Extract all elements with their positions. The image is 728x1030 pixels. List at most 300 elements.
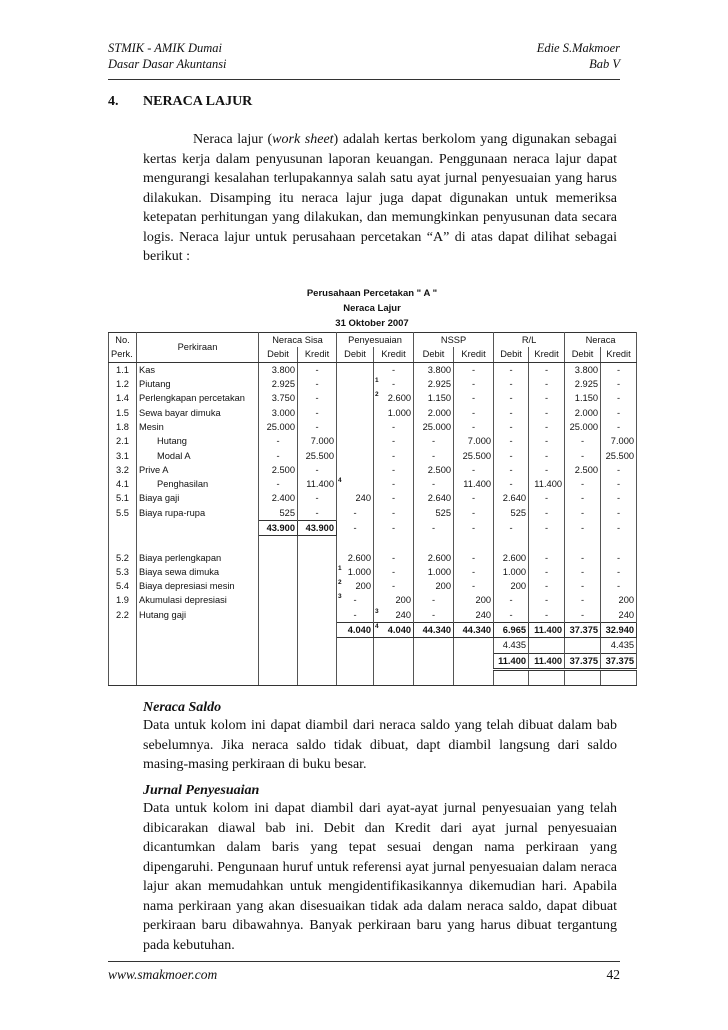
table-end-row [109, 669, 637, 685]
account-name: Penghasilan [137, 477, 259, 491]
amount-cell: - [374, 565, 414, 579]
amount-cell [298, 565, 337, 579]
account-name [137, 622, 259, 637]
amount-cell: 240 3 [374, 608, 414, 623]
amount-cell: 44.340 [414, 622, 454, 637]
amount-cell: 11.400 [529, 622, 565, 637]
amount-cell [298, 593, 337, 607]
table-row [109, 377, 637, 391]
adjustment-ref: 1 [338, 564, 342, 572]
adjustment-ref: 2 [375, 391, 379, 399]
amount-cell: - [454, 377, 494, 391]
amount-cell: 3.000 [259, 405, 298, 419]
amount-cell: - [529, 565, 565, 579]
table-row [109, 593, 637, 607]
amount-cell [337, 448, 374, 462]
amount-cell [298, 579, 337, 593]
adjustment-ref: 4 [375, 622, 379, 630]
account-no: 1.5 [109, 405, 137, 419]
amount-cell: 1.000 1 [337, 565, 374, 579]
amount-cell: - [298, 420, 337, 434]
amount-cell: - [494, 420, 529, 434]
amount-cell: - [454, 506, 494, 521]
amount-cell: 7.000 [298, 434, 337, 448]
amount-cell: - [529, 520, 565, 535]
header-group: R/L [494, 333, 565, 348]
amount-cell: - [565, 608, 601, 623]
header-row-groups [109, 333, 637, 348]
amount-cell [259, 638, 298, 653]
amount-cell: - [337, 520, 374, 535]
amount-cell [337, 638, 374, 653]
account-no: 1.4 [109, 391, 137, 405]
header-course: Dasar Dasar Akuntansi [108, 57, 227, 71]
amount-cell: - [454, 520, 494, 535]
intro-paragraph: Neraca lajur (work sheet) adalah kertas berkolom yang digunakan sebagai kertas kerja dalam penyusunan laporan keuangan. Penggunaan neraca lajur dapat mengurangi kesalahan terlupakannya salah satu ayat jurnal penyesuaian yang harus dilakukan. Disamping itu neraca lajur juga dapat digunakan untuk memeriksa ketepatan perhitungan yang dilakukan, dan memungkinkan penyusunan data secara logis. Neraca lajur untuk perusahaan percetakan “A” di atas dapat dilihat sebagai berikut : [143, 132, 617, 264]
cell [298, 669, 337, 685]
cell [565, 536, 601, 551]
table-row [109, 463, 637, 477]
amount-cell: - [601, 362, 637, 377]
amount-cell: 25.000 [259, 420, 298, 434]
header-right [537, 40, 620, 72]
amount-cell: 2.600 [494, 550, 529, 564]
worksheet-company: Perusahaan Percetakan " A " [306, 288, 438, 299]
amount-cell: 25.500 [601, 448, 637, 462]
amount-cell: - [454, 565, 494, 579]
adjustment-ref: 3 [375, 607, 379, 615]
amount-cell: - [529, 491, 565, 505]
account-name [137, 520, 259, 535]
amount-cell: - [374, 506, 414, 521]
header-kredit: Kredit [374, 347, 414, 362]
amount-cell [298, 622, 337, 637]
amount-cell: 3.800 [414, 362, 454, 377]
amount-cell: - [565, 448, 601, 462]
amount-cell: - [601, 405, 637, 419]
amount-cell: - [374, 550, 414, 564]
cell [454, 536, 494, 551]
amount-cell: - [298, 491, 337, 505]
amount-cell: 25.000 [565, 420, 601, 434]
amount-cell: - [337, 506, 374, 521]
amount-cell: - [374, 434, 414, 448]
neraca-saldo-text: Data untuk kolom ini dapat diambil dari neraca saldo yang telah dibuat dalam bab sebelumnya. Jika neraca saldo tidak dibuat, dapt diambil langsung dari saldo masing-masing perkiraan di buku besar. [143, 718, 617, 772]
header-group: Neraca [565, 333, 637, 348]
amount-cell: - [494, 434, 529, 448]
amount-cell: 25.500 [454, 448, 494, 462]
cell [529, 536, 565, 551]
amount-cell: - [529, 506, 565, 521]
amount-cell: - [414, 434, 454, 448]
account-name: Kas [137, 362, 259, 377]
amount-cell [414, 638, 454, 653]
account-no [109, 622, 137, 637]
account-no: 5.1 [109, 491, 137, 505]
table-row [109, 477, 637, 491]
amount-cell: 2.925 [565, 377, 601, 391]
amount-cell: - [529, 593, 565, 607]
amount-cell [337, 463, 374, 477]
table-row [109, 520, 637, 535]
adjustment-ref: 3 [338, 593, 342, 601]
account-name: Biaya depresiasi mesin [137, 579, 259, 593]
amount-cell [337, 391, 374, 405]
amount-cell [565, 638, 601, 653]
header-group: Neraca Sisa [259, 333, 337, 348]
amount-cell: 44.340 [454, 622, 494, 637]
account-name: Piutang [137, 377, 259, 391]
account-no [109, 638, 137, 653]
table-row [109, 622, 637, 637]
amount-cell [298, 653, 337, 669]
table-row [109, 653, 637, 669]
account-name: Modal A [137, 448, 259, 462]
table-row [109, 608, 637, 623]
account-no: 5.4 [109, 579, 137, 593]
jurnal-penyesuaian-title: Jurnal Penyesuaian [143, 783, 260, 798]
amount-cell: - [374, 362, 414, 377]
account-name: Hutang [137, 434, 259, 448]
amount-cell: 2.640 [494, 491, 529, 505]
amount-cell: 200 [454, 593, 494, 607]
amount-cell: 11.400 [298, 477, 337, 491]
header-kredit: Kredit [601, 347, 637, 362]
amount-cell [259, 579, 298, 593]
amount-cell: - [529, 420, 565, 434]
amount-cell: - 3 [337, 593, 374, 607]
amount-cell: - [494, 608, 529, 623]
amount-cell: 37.375 [565, 622, 601, 637]
amount-cell [454, 638, 494, 653]
amount-cell: - [494, 377, 529, 391]
amount-cell: - [259, 477, 298, 491]
table-row [109, 434, 637, 448]
amount-cell: - [374, 420, 414, 434]
header-kredit: Kredit [529, 347, 565, 362]
amount-cell: 2.000 [565, 405, 601, 419]
amount-cell: 3.750 [259, 391, 298, 405]
amount-cell [337, 362, 374, 377]
table-row [109, 565, 637, 579]
amount-cell [337, 420, 374, 434]
amount-cell: 2.500 [565, 463, 601, 477]
cell [494, 669, 529, 685]
cell [601, 536, 637, 551]
amount-cell: 43.900 [298, 520, 337, 535]
amount-cell [259, 622, 298, 637]
amount-cell: 2.600 [337, 550, 374, 564]
table-row [109, 391, 637, 405]
header-perkiraan: Perkiraan [137, 333, 259, 363]
amount-cell: - [454, 550, 494, 564]
amount-cell: 200 [374, 593, 414, 607]
amount-cell: - [374, 448, 414, 462]
account-no: 1.9 [109, 593, 137, 607]
amount-cell: 4.435 [494, 638, 529, 653]
amount-cell: 2.500 [259, 463, 298, 477]
amount-cell [259, 653, 298, 669]
amount-cell [337, 477, 374, 491]
amount-cell: - [601, 420, 637, 434]
table-row [109, 362, 637, 377]
cell [414, 536, 454, 551]
amount-cell: 4.435 [601, 638, 637, 653]
amount-cell: - [414, 520, 454, 535]
amount-cell: - [565, 565, 601, 579]
amount-cell: 32.940 [601, 622, 637, 637]
amount-cell: - [565, 593, 601, 607]
amount-cell: - [454, 362, 494, 377]
amount-cell: - [529, 448, 565, 462]
amount-cell: 11.400 [529, 477, 565, 491]
table-row [109, 638, 637, 653]
amount-cell: - [374, 491, 414, 505]
amount-cell: - [374, 579, 414, 593]
cell [137, 536, 259, 551]
amount-cell: 1.150 [414, 391, 454, 405]
amount-cell: - [565, 550, 601, 564]
header-kredit: Kredit [298, 347, 337, 362]
amount-cell: 525 [414, 506, 454, 521]
amount-cell: - [259, 448, 298, 462]
amount-cell: 200 2 [337, 579, 374, 593]
amount-cell: - [494, 448, 529, 462]
amount-cell: - [494, 463, 529, 477]
amount-cell: - [529, 608, 565, 623]
header-kredit: Kredit [454, 347, 494, 362]
amount-cell: - [337, 608, 374, 623]
amount-cell: - [565, 520, 601, 535]
amount-cell [374, 638, 414, 653]
amount-cell: - [529, 550, 565, 564]
header-group: NSSP [414, 333, 494, 348]
header-author: Edie S.Makmoer [536, 41, 620, 55]
separator-row [109, 536, 637, 551]
table-row [109, 550, 637, 564]
account-no: 3.1 [109, 448, 137, 462]
amount-cell: - [494, 593, 529, 607]
amount-cell: - [529, 391, 565, 405]
amount-cell [414, 653, 454, 669]
table-row [109, 579, 637, 593]
amount-cell: 200 [494, 579, 529, 593]
amount-cell: - [259, 434, 298, 448]
cell [109, 669, 137, 685]
amount-cell: - [298, 506, 337, 521]
account-no: 1.1 [109, 362, 137, 377]
amount-cell: - [454, 463, 494, 477]
header-perk: Perk. [109, 347, 137, 362]
header-debit: Debit [414, 347, 454, 362]
amount-cell: 2.640 [414, 491, 454, 505]
amount-cell: - [494, 520, 529, 535]
amount-cell: 6.965 [494, 622, 529, 637]
jurnal-penyesuaian-text: Data untuk kolom ini dapat diambil dari ayat-ayat jurnal penyesuaian yang telah dibicarakan diawal bab ini. Debit dan Kredit dari ayat jurnal penyesuaian dicantumkan dalam baris yang tepat sesuai dengan nama perkiraan yang dipengaruhi. Pengunaan huruf untuk referensi ayat jurnal penyesuaian dalam neraca lajur akan memudahkan untuk mengidentifikasikannya dikemudian hari. Apabila nama perkiraan yang akan disesuaikan tidak ada dalam neraca saldo, dapat dibuat perkiraan baru dibawahnya. Banyak perkiraan baru yang harus dibuat tergantung pada kebutuhan. [143, 801, 617, 953]
amount-cell: 525 [259, 506, 298, 521]
cell [494, 536, 529, 551]
account-name: Prive A [137, 463, 259, 477]
amount-cell: - [414, 448, 454, 462]
amount-cell: - [298, 377, 337, 391]
amount-cell: - [529, 434, 565, 448]
amount-cell: 37.375 [601, 653, 637, 669]
account-name: Perlengkapan percetakan [137, 391, 259, 405]
cell [298, 536, 337, 551]
cell [601, 669, 637, 685]
amount-cell [529, 638, 565, 653]
account-no: 5.5 [109, 506, 137, 521]
header-debit: Debit [337, 347, 374, 362]
amount-cell: - [414, 608, 454, 623]
adjustment-ref: 2 [338, 579, 342, 587]
header-chapter: Bab V [589, 57, 620, 71]
amount-cell: 2.600 2 [374, 391, 414, 405]
amount-cell: - [601, 579, 637, 593]
account-name [137, 638, 259, 653]
amount-cell: - [601, 463, 637, 477]
amount-cell: 3.800 [565, 362, 601, 377]
amount-cell: 4.040 4 [374, 622, 414, 637]
amount-cell: 240 [337, 491, 374, 505]
account-no: 5.3 [109, 565, 137, 579]
cell [259, 536, 298, 551]
amount-cell: - [601, 391, 637, 405]
amount-cell: - [494, 362, 529, 377]
cell [374, 669, 414, 685]
account-name: Biaya gaji [137, 491, 259, 505]
amount-cell [454, 653, 494, 669]
amount-cell: - [454, 405, 494, 419]
header-no: No. [109, 333, 137, 348]
amount-cell [337, 653, 374, 669]
amount-cell: 2.000 [414, 405, 454, 419]
amount-cell: 1.000 [494, 565, 529, 579]
header-debit: Debit [565, 347, 601, 362]
cell [414, 669, 454, 685]
amount-cell: - [565, 491, 601, 505]
account-no: 2.2 [109, 608, 137, 623]
amount-cell: 200 [414, 579, 454, 593]
table-row [109, 420, 637, 434]
amount-cell: 2.925 [259, 377, 298, 391]
neraca-saldo-title: Neraca Saldo [143, 700, 222, 715]
amount-cell: 7.000 [601, 434, 637, 448]
amount-cell: - [529, 377, 565, 391]
amount-cell: 25.000 [414, 420, 454, 434]
account-name: Biaya perlengkapan [137, 550, 259, 564]
account-name: Akumulasi depresiasi [137, 593, 259, 607]
cell [529, 669, 565, 685]
amount-cell: - [565, 477, 601, 491]
amount-cell: - [494, 405, 529, 419]
header-group: Penyesuaian [337, 333, 414, 348]
amount-cell [337, 405, 374, 419]
amount-cell: - [298, 362, 337, 377]
amount-cell: - [565, 434, 601, 448]
amount-cell: - [601, 550, 637, 564]
account-no [109, 520, 137, 535]
amount-cell: - [374, 477, 414, 491]
section-number: 4. [108, 94, 119, 109]
amount-cell: - [414, 593, 454, 607]
account-name: Mesin [137, 420, 259, 434]
amount-cell [298, 638, 337, 653]
amount-cell: - [454, 579, 494, 593]
account-name: Hutang gaji [137, 608, 259, 623]
amount-cell: - [601, 377, 637, 391]
amount-cell: 25.500 [298, 448, 337, 462]
amount-cell: 3.800 [259, 362, 298, 377]
amount-cell: 2.500 [414, 463, 454, 477]
section-title: NERACA LAJUR [143, 94, 253, 109]
amount-cell: - [454, 491, 494, 505]
amount-cell: 2.600 [414, 550, 454, 564]
cell [109, 536, 137, 551]
footer-website: www.smakmoer.com [108, 967, 218, 982]
amount-cell: - [529, 463, 565, 477]
amount-cell: - [414, 477, 454, 491]
account-name [137, 653, 259, 669]
amount-cell [374, 653, 414, 669]
header-debit: Debit [494, 347, 529, 362]
amount-cell: - [601, 520, 637, 535]
table-row [109, 448, 637, 462]
footer-rule [108, 961, 620, 962]
table-row [109, 491, 637, 505]
amount-cell: 240 [601, 608, 637, 623]
account-no: 5.2 [109, 550, 137, 564]
amount-cell: 2.400 [259, 491, 298, 505]
worksheet-date: 31 Oktober 2007 [335, 318, 409, 329]
amount-cell: 11.400 [454, 477, 494, 491]
page-number: 42 [606, 967, 620, 982]
cell [137, 669, 259, 685]
cell [374, 536, 414, 551]
amount-cell: 1.000 [414, 565, 454, 579]
adjustment-ref: 4 [338, 476, 342, 484]
account-name: Biaya sewa dimuka [137, 565, 259, 579]
table-row [109, 506, 637, 521]
amount-cell [337, 434, 374, 448]
amount-cell: - [601, 565, 637, 579]
amount-cell: - [529, 362, 565, 377]
amount-cell [259, 565, 298, 579]
header-rule [108, 79, 620, 80]
header-left [108, 40, 227, 72]
account-no: 4.1 [109, 477, 137, 491]
amount-cell: 240 [454, 608, 494, 623]
amount-cell: 7.000 [454, 434, 494, 448]
amount-cell: - [565, 579, 601, 593]
account-name: Biaya rupa-rupa [137, 506, 259, 521]
amount-cell: - [494, 391, 529, 405]
amount-cell [259, 550, 298, 564]
account-no: 2.1 [109, 434, 137, 448]
account-no: 1.2 [109, 377, 137, 391]
amount-cell: - [374, 520, 414, 535]
amount-cell: - [494, 477, 529, 491]
account-no [109, 653, 137, 669]
amount-cell: - [565, 506, 601, 521]
amount-cell: 11.400 [529, 653, 565, 669]
amount-cell [259, 608, 298, 623]
amount-cell: 37.375 [565, 653, 601, 669]
amount-cell: - 1 [374, 377, 414, 391]
amount-cell: - [601, 491, 637, 505]
amount-cell: - [454, 420, 494, 434]
amount-cell: 1.000 [374, 405, 414, 419]
